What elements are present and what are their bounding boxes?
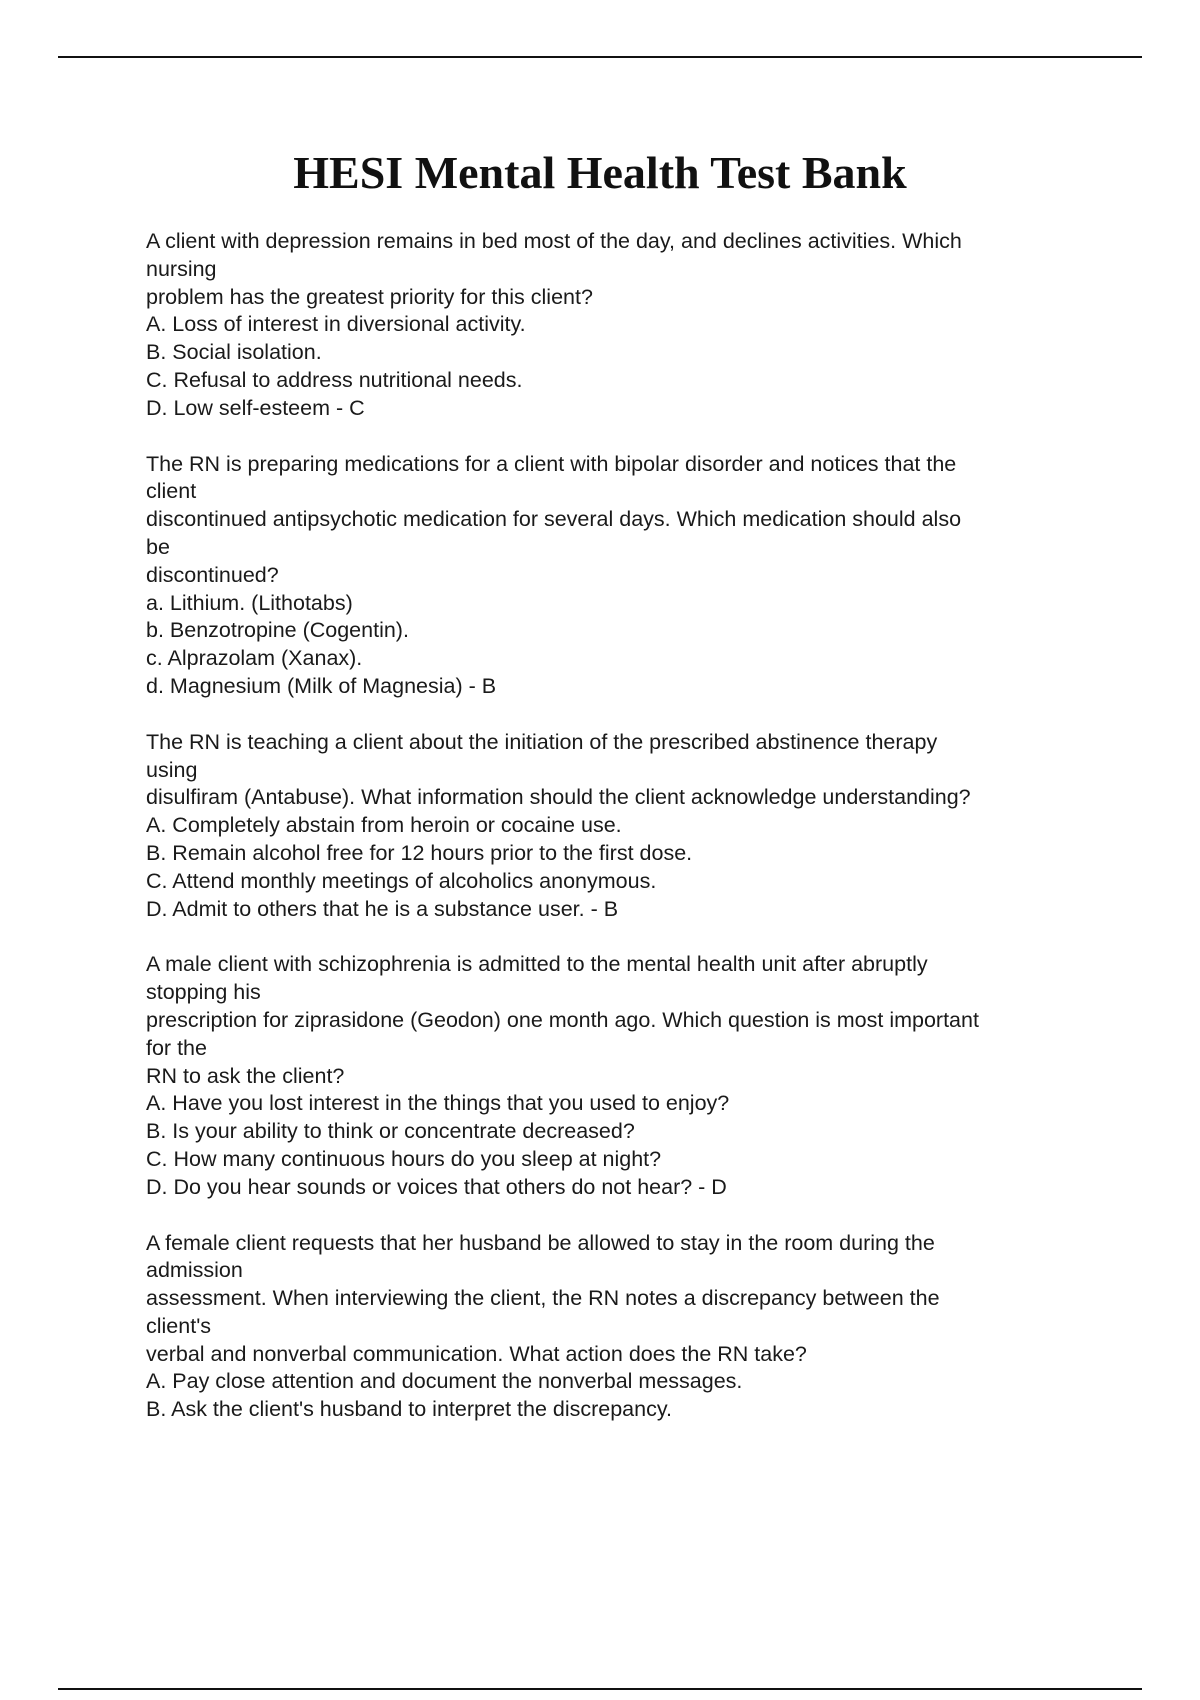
answer-option: b. Benzotropine (Cogentin).: [146, 618, 409, 643]
text-line: using: [146, 757, 198, 782]
text-line: A female client requests that her husband be allowed to stay in the room during the: [146, 1230, 935, 1255]
question-block: [146, 951, 1096, 1201]
text-line: The RN is teaching a client about the initiation of the prescribed abstinence therapy: [146, 729, 938, 754]
answer-option: B. Ask the client's husband to interpret the discrepancy.: [146, 1397, 672, 1422]
question-block: [146, 729, 1096, 924]
text-line: RN to ask the client?: [146, 1063, 345, 1088]
answer-option: a. Lithium. (Lithotabs): [146, 590, 353, 615]
text-line: A client with depression remains in bed most of the day, and declines activities. Which: [146, 229, 962, 253]
text-line: stopping his: [146, 980, 261, 1005]
text-line: The RN is preparing medications for a client with bipolar disorder and notices that the: [146, 451, 957, 476]
answer-option: A. Pay close attention and document the nonverbal messages.: [146, 1369, 743, 1394]
text-line: client's: [146, 1313, 212, 1338]
bottom-divider: [58, 1688, 1142, 1690]
text-line: for the: [146, 1035, 207, 1060]
answer-option: A. Completely abstain from heroin or cocaine use.: [146, 813, 622, 838]
text-line: problem has the greatest priority for this client?: [146, 284, 593, 309]
answer-option: C. Attend monthly meetings of alcoholics anonymous.: [146, 868, 657, 893]
answer-option: A. Loss of interest in diversional activity.: [146, 312, 526, 337]
question-list: [146, 228, 1096, 1452]
answer-option: A. Have you lost interest in the things that you used to enjoy?: [146, 1091, 730, 1116]
page-title: HESI Mental Health Test Bank: [293, 147, 907, 198]
text-line: disulfiram (Antabuse). What information should the client acknowledge understanding?: [146, 785, 971, 810]
answer-option: D. Do you hear sounds or voices that others do not hear? - D: [146, 1174, 727, 1199]
question-block: [146, 451, 1096, 701]
answer-option: d. Magnesium (Milk of Magnesia) - B: [146, 673, 497, 698]
text-line: admission: [146, 1258, 243, 1283]
text-line: discontinued?: [146, 562, 279, 587]
text-line: A male client with schizophrenia is admitted to the mental health unit after abruptly: [146, 952, 928, 977]
answer-option: B. Remain alcohol free for 12 hours prior to the first dose.: [146, 840, 693, 865]
answer-option: D. Low self-esteem - C: [146, 395, 365, 420]
text-line: verbal and nonverbal communication. What action does the RN take?: [146, 1341, 807, 1366]
answer-option: C. Refusal to address nutritional needs.: [146, 367, 523, 392]
text-line: discontinued antipsychotic medication for several days. Which medication should also: [146, 507, 962, 532]
question-block: [146, 228, 1096, 423]
text-line: prescription for ziprasidone (Geodon) one month ago. Which question is most important: [146, 1007, 979, 1032]
answer-option: B. Social isolation.: [146, 340, 322, 365]
text-line: assessment. When interviewing the client, the RN notes a discrepancy between the: [146, 1286, 940, 1311]
text-line: client: [146, 479, 197, 504]
top-divider: [58, 56, 1142, 58]
question-block: [146, 1230, 1096, 1425]
answer-option: D. Admit to others that he is a substance user. - B: [146, 896, 619, 921]
text-line: nursing: [146, 256, 217, 281]
answer-option: c. Alprazolam (Xanax).: [146, 646, 363, 671]
answer-option: B. Is your ability to think or concentrate decreased?: [146, 1119, 635, 1144]
answer-option: C. How many continuous hours do you sleep at night?: [146, 1146, 662, 1171]
text-line: be: [146, 534, 170, 559]
